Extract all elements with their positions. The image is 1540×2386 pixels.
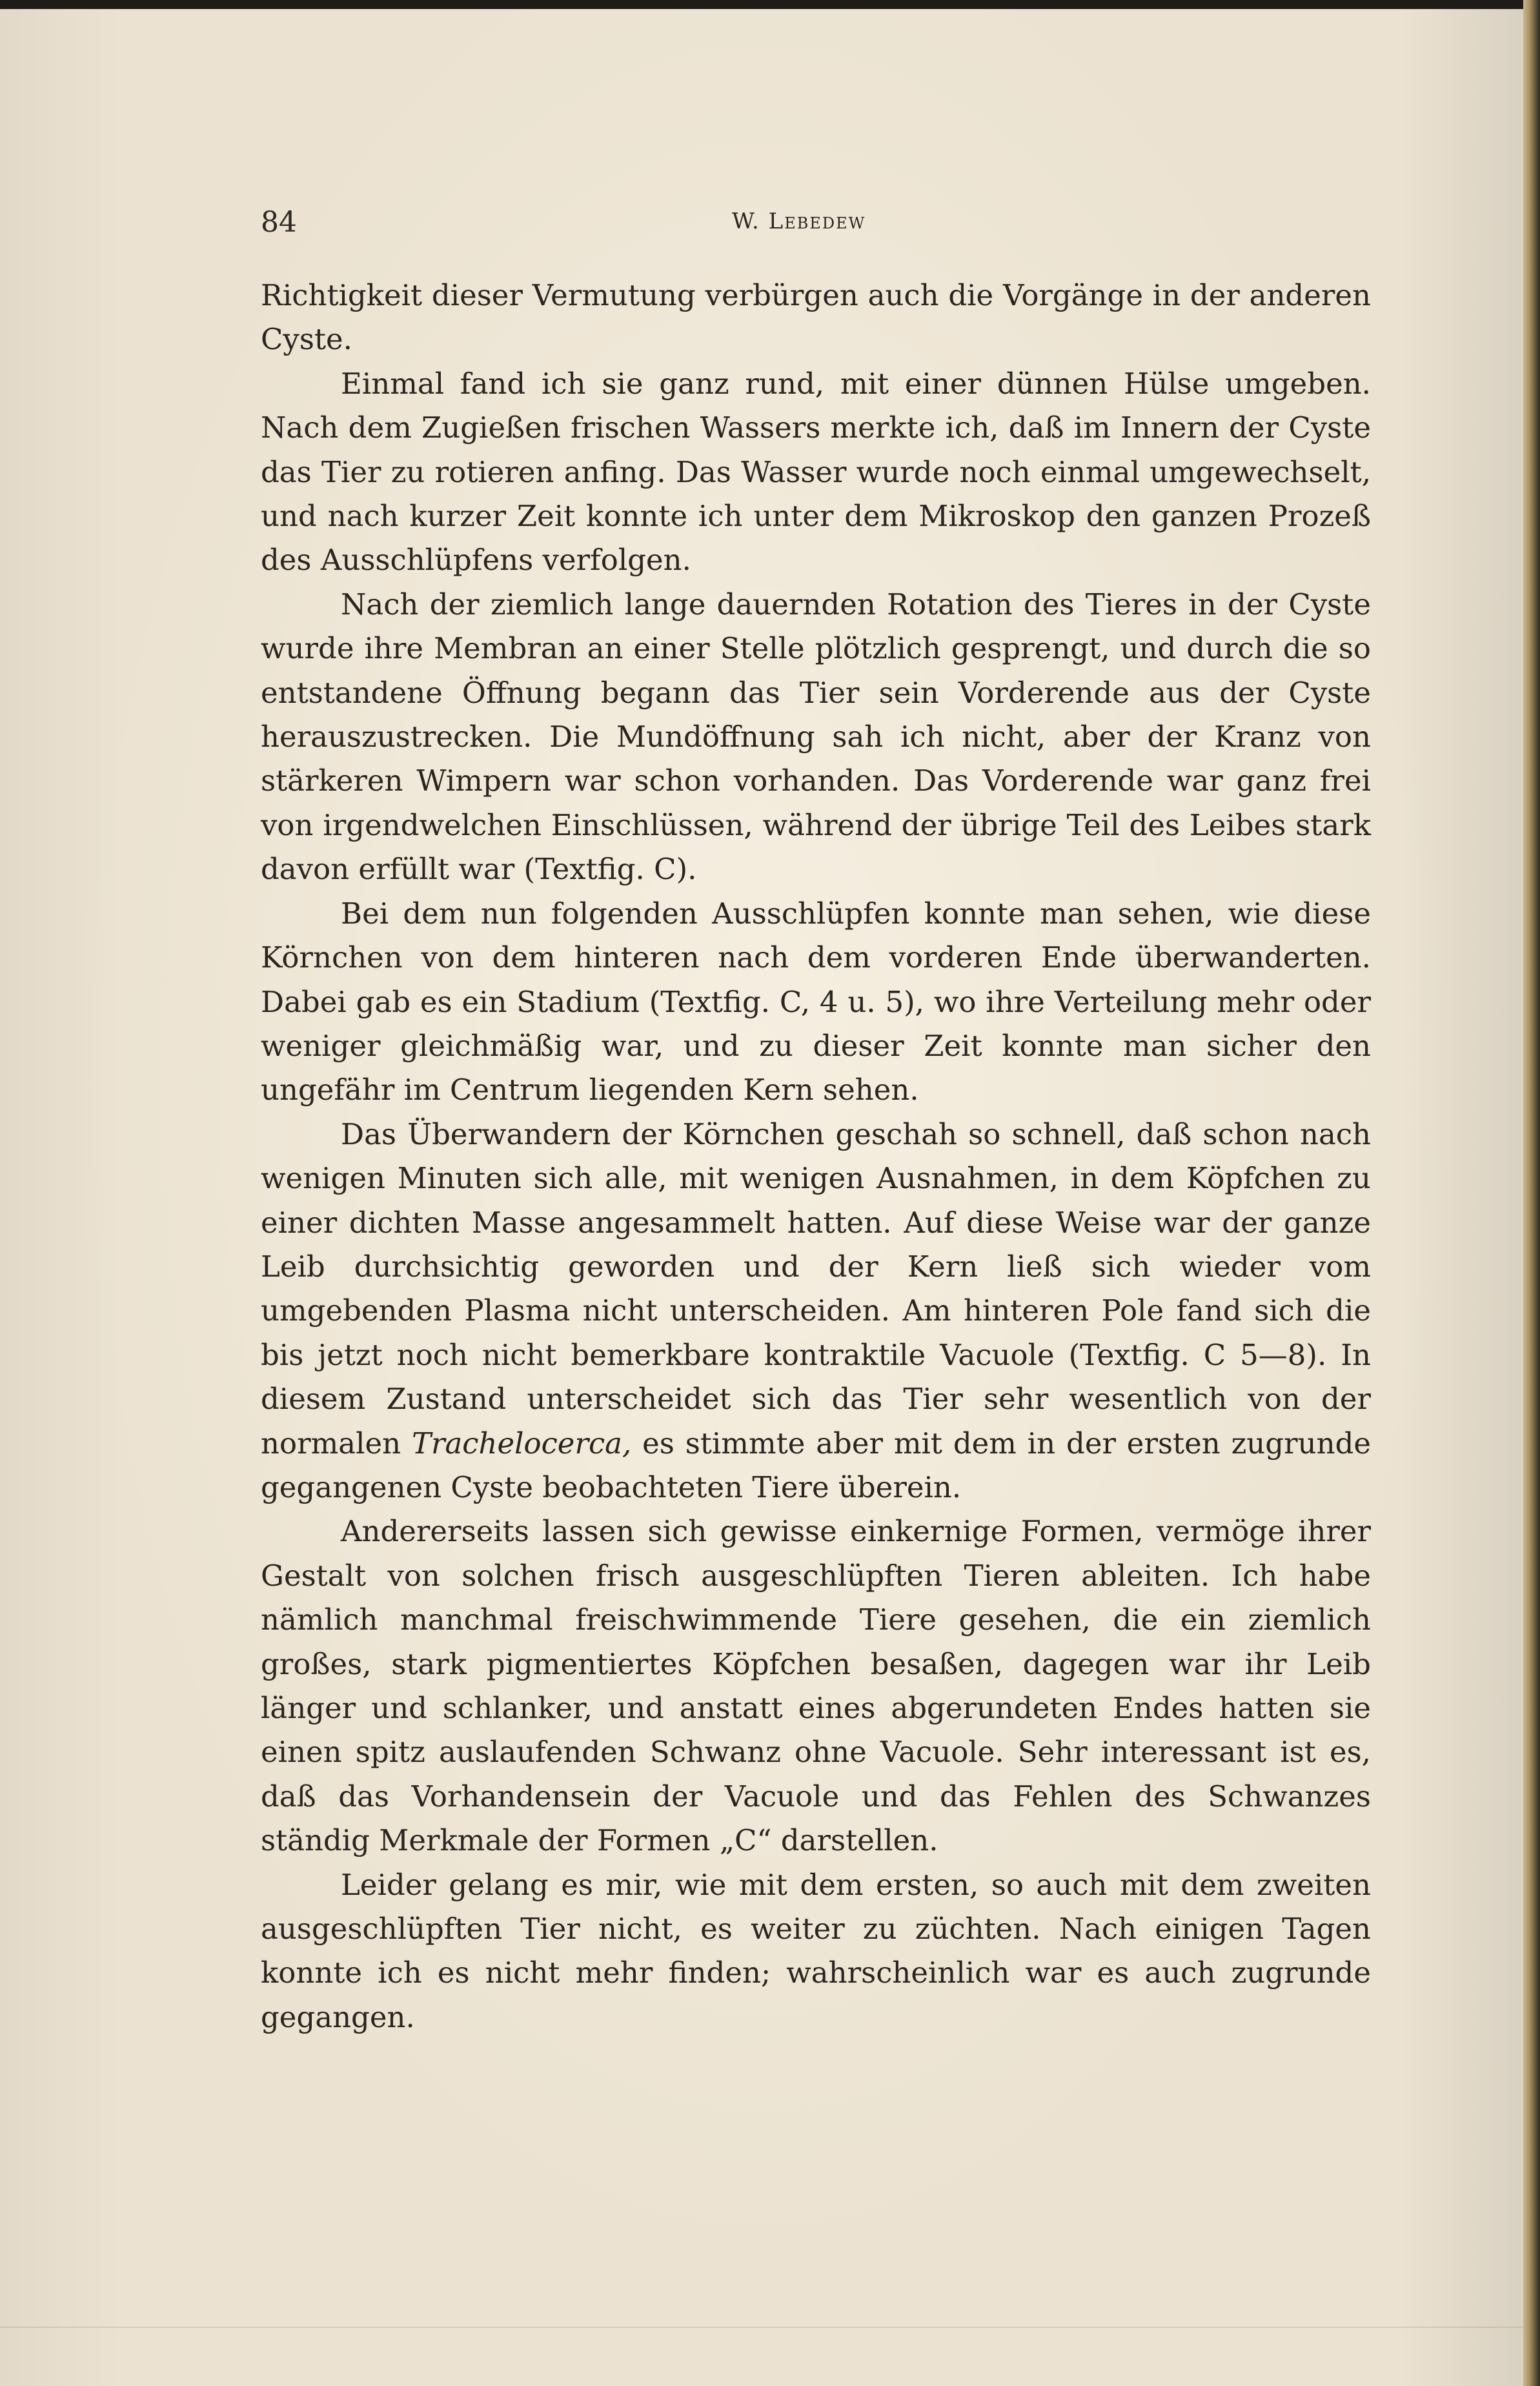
page-number: 84 xyxy=(261,206,297,239)
body-text xyxy=(261,274,1371,2039)
page-header xyxy=(261,206,1371,245)
paragraph-5-part-2: es stimmte aber mit dem in der ersten zugrunde gegangenen Cyste beobachteten Tiere überein. xyxy=(261,1426,1371,1504)
species-name: Trachelocerca, xyxy=(411,1426,632,1461)
running-head: W. Lebedew xyxy=(732,208,866,234)
paragraph-5 xyxy=(261,1113,1371,1510)
paragraph-4: Bei dem nun folgenden Ausschlüpfen konnte man sehen, wie diese Körnchen von dem hinteren nach dem vorderen Ende überwanderten. Dabei gab es ein Stadium (Textfig. C, 4 u. 5), wo ihre Verteilung mehr oder weniger gleichmäßig war, und zu dieser Zeit konnte man sicher den ungefähr im Centrum liegenden Kern sehen. xyxy=(261,896,1371,1107)
paragraph-5-part-1: Das Überwandern der Körnchen geschah so schnell, daß schon nach wenigen Minuten sich alle, mit wenigen Ausnahmen, in dem Köpfchen zu einer dichten Masse angesammelt hatten. Auf diese Weise war der ganze Leib durchsichtig geworden und der Kern ließ sich wieder vom umgebenden Plasma nicht unterscheiden. Am hinteren Pole fand sich die bis jetzt noch nicht bemerkbare kontraktile Vacuole (Textfig. C 5—8). In diesem Zustand unterscheidet sich das Tier sehr wesentlich von der normalen xyxy=(261,1117,1371,1461)
paragraph-1: Richtigkeit dieser Vermutung verbürgen auch die Vorgänge in der anderen Cyste. xyxy=(261,278,1371,357)
paragraph-6: Andererseits lassen sich gewisse einkernige Formen, vermöge ihrer Gestalt von solchen frisch ausgeschlüpften Tieren ableiten. Ich habe nämlich manchmal freischwimmende Tiere gesehen, die ein ziemlich großes, stark pigmentiertes Köpfchen besaßen, dagegen war ihr Leib länger und schlanker, und anstatt eines abgerundeten Endes hatten sie einen spitz auslaufenden Schwanz ohne Vacuole. Sehr interessant ist es, daß das Vorhandensein der Vacuole und das Fehlen des Schwanzes ständig Merkmale der Formen „C“ darstellen. xyxy=(261,1514,1371,1858)
paragraph-7: Leider gelang es mir, wie mit dem ersten, so auch mit dem zweiten ausgeschlüpften Tier nicht, es weiter zu züchten. Nach einigen Tagen konnte ich es nicht mehr finden; wahrscheinlich war es auch zugrunde gegangen. xyxy=(261,1867,1371,2034)
paragraph-3: Nach der ziemlich lange dauernden Rotation des Tieres in der Cyste wurde ihre Membran an einer Stelle plötzlich gesprengt, und durch die so entstandene Öffnung begann das Tier sein Vorderende aus der Cyste herauszustrecken. Die Mundöffnung sah ich nicht, aber der Kranz von stärkeren Wimpern war schon vorhanden. Das Vorderende war ganz frei von irgendwelchen Einschlüssen, während der übrige Teil des Leibes stark davon erfüllt war (Textfig. C). xyxy=(261,587,1371,887)
book-edge xyxy=(1523,0,1540,2386)
paragraph-2: Einmal fand ich sie ganz rund, mit einer dünnen Hülse umgeben. Nach dem Zugießen frischen Wassers merkte ich, daß im Innern der Cyste das Tier zu rotieren anfing. Das Wasser wurde noch einmal umgewechselt, und nach kurzer Zeit konnte ich unter dem Mikroskop den ganzen Prozeß des Ausschlüpfens verfolgen. xyxy=(261,366,1371,578)
page-bottom-shadow xyxy=(0,2327,1523,2328)
